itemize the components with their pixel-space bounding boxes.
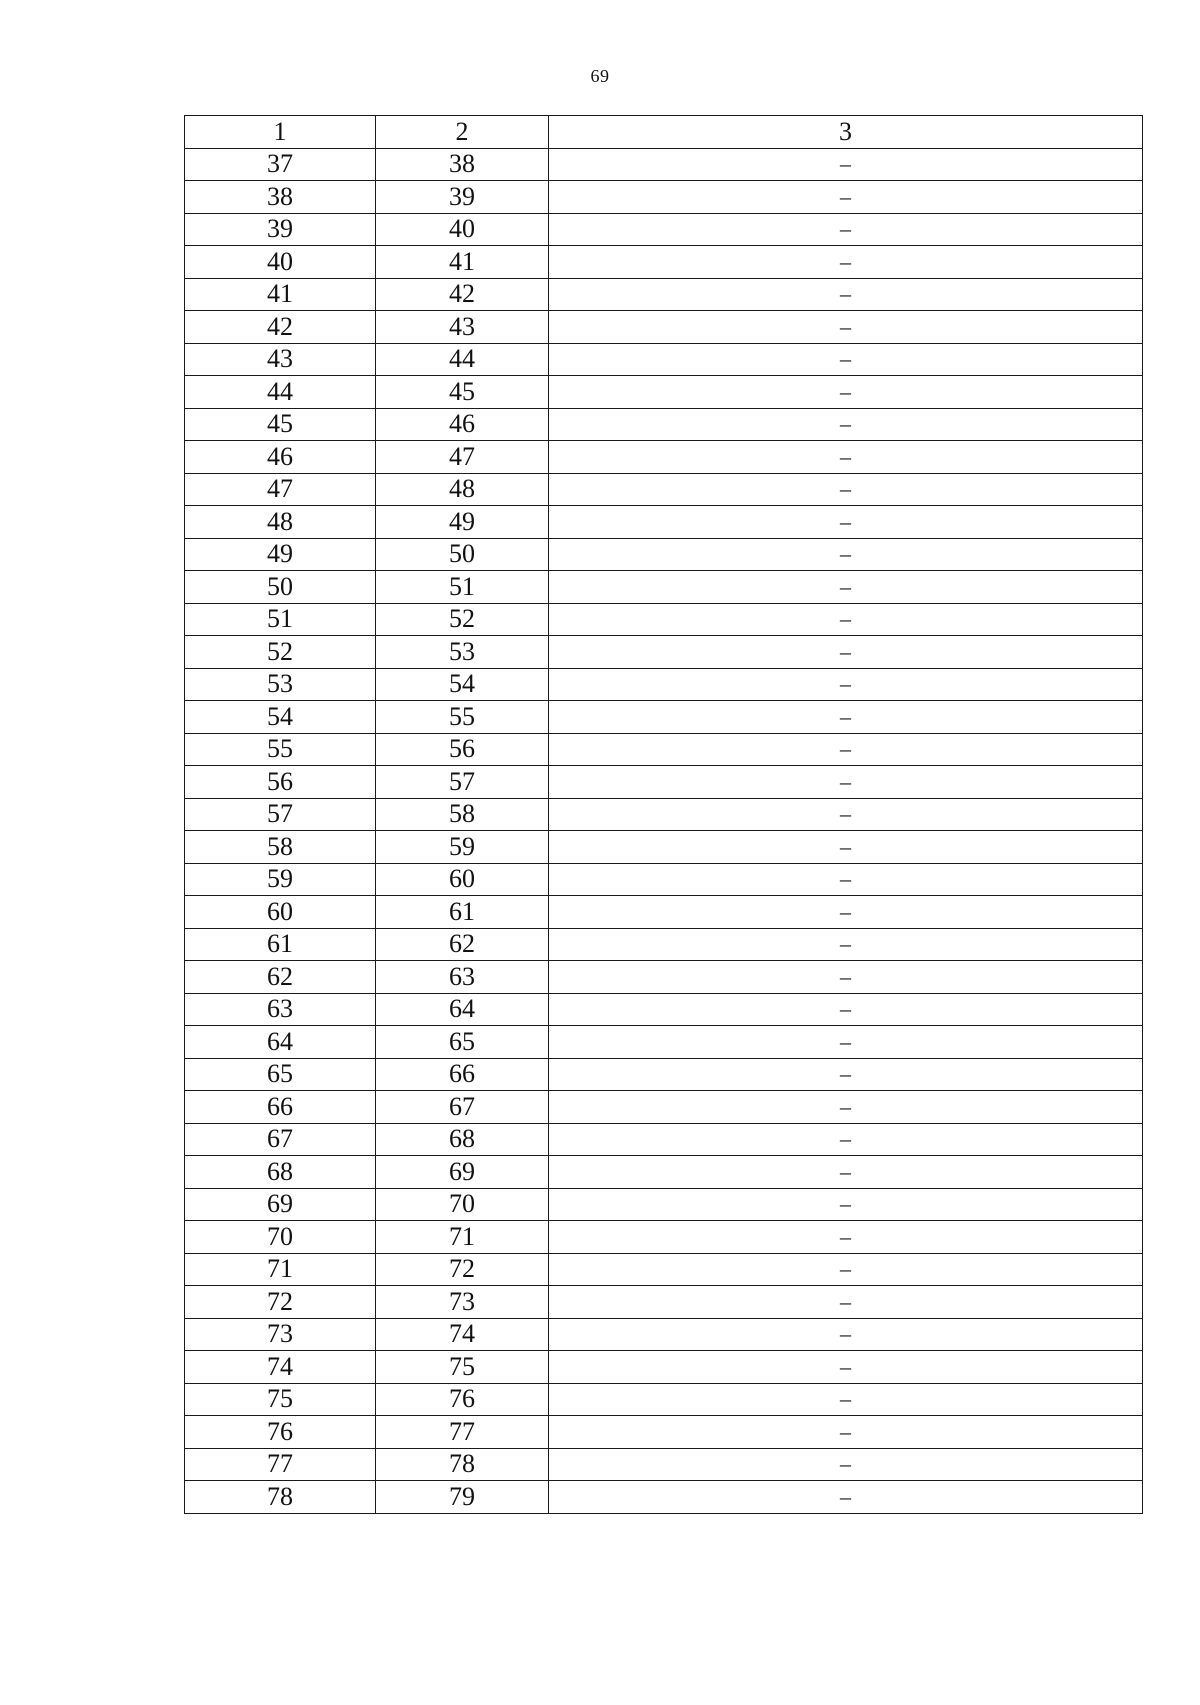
table-cell-col-3: – [549, 636, 1143, 669]
table-cell-col-1: 72 [185, 1286, 376, 1319]
table-row [185, 1481, 1143, 1514]
table-cell-col-1: 77 [185, 1448, 376, 1481]
table-cell-col-1: 78 [185, 1481, 376, 1514]
table-cell-col-3: – [549, 1383, 1143, 1416]
table-cell-col-3: – [549, 571, 1143, 604]
table-cell-col-3: – [549, 1156, 1143, 1189]
table-cell-col-3: – [549, 473, 1143, 506]
table-cell-col-2: 58 [376, 798, 549, 831]
table-cell-col-1: 66 [185, 1091, 376, 1124]
table-row [185, 506, 1143, 539]
table-row [185, 148, 1143, 181]
table-cell-col-3: – [549, 1091, 1143, 1124]
table-cell-col-3: – [549, 928, 1143, 961]
table-cell-col-3: – [549, 506, 1143, 539]
table-row [185, 1318, 1143, 1351]
table-cell-col-3: – [549, 668, 1143, 701]
table-cell-col-1: 49 [185, 538, 376, 571]
table-cell-col-1: 67 [185, 1123, 376, 1156]
table-cell-col-2: 77 [376, 1416, 549, 1449]
table-row [185, 668, 1143, 701]
table-cell-col-3: – [549, 1058, 1143, 1091]
table-cell-col-1: 44 [185, 376, 376, 409]
table-row [185, 766, 1143, 799]
table-cell-col-1: 53 [185, 668, 376, 701]
table-cell-col-2: 74 [376, 1318, 549, 1351]
table-cell-col-2: 54 [376, 668, 549, 701]
table-cell-col-1: 50 [185, 571, 376, 604]
table-row [185, 213, 1143, 246]
table-cell-col-1: 54 [185, 701, 376, 734]
table-cell-col-2: 68 [376, 1123, 549, 1156]
table-row [185, 246, 1143, 279]
table-cell-col-3: – [549, 213, 1143, 246]
table-row [185, 928, 1143, 961]
table-row [185, 798, 1143, 831]
table-row [185, 1091, 1143, 1124]
table-cell-col-2: 40 [376, 213, 549, 246]
table-cell-col-2: 41 [376, 246, 549, 279]
table-cell-col-2: 38 [376, 148, 549, 181]
table-cell-col-3: – [549, 766, 1143, 799]
table-cell-col-2: 49 [376, 506, 549, 539]
table-cell-col-3: – [549, 1448, 1143, 1481]
table-cell-col-3: – [549, 896, 1143, 929]
table-cell-col-2: 56 [376, 733, 549, 766]
table-cell-col-3: – [549, 733, 1143, 766]
table-cell-col-2: 61 [376, 896, 549, 929]
table-cell-col-3: – [549, 961, 1143, 994]
table-cell-col-3: – [549, 863, 1143, 896]
table-cell-col-3: – [549, 441, 1143, 474]
table-cell-col-1: 39 [185, 213, 376, 246]
table-cell-col-1: 47 [185, 473, 376, 506]
table-cell-col-1: 45 [185, 408, 376, 441]
table-cell-col-1: 69 [185, 1188, 376, 1221]
table-row [185, 1026, 1143, 1059]
table-cell-col-3: – [549, 181, 1143, 214]
table-row [185, 1123, 1143, 1156]
table-row [185, 571, 1143, 604]
table-row [185, 1416, 1143, 1449]
table-cell-col-2: 55 [376, 701, 549, 734]
table-cell-col-2: 73 [376, 1286, 549, 1319]
table-row [185, 1156, 1143, 1189]
table-row [185, 896, 1143, 929]
table-cell-col-1: 55 [185, 733, 376, 766]
table-cell-col-2: 46 [376, 408, 549, 441]
table-cell-col-2: 67 [376, 1091, 549, 1124]
table-cell-col-3: – [549, 1026, 1143, 1059]
table-cell-col-2: 63 [376, 961, 549, 994]
table-cell-col-2: 65 [376, 1026, 549, 1059]
table-cell-col-3: – [549, 1123, 1143, 1156]
table-cell-col-1: 58 [185, 831, 376, 864]
table-cell-col-3: – [549, 311, 1143, 344]
table-row [185, 1188, 1143, 1221]
table-cell-col-3: – [549, 798, 1143, 831]
table-row [185, 311, 1143, 344]
table-row [185, 863, 1143, 896]
table-row [185, 1221, 1143, 1254]
table-cell-col-2: 39 [376, 181, 549, 214]
table-row [185, 343, 1143, 376]
table-cell-col-3: – [549, 408, 1143, 441]
table-cell-col-1: 68 [185, 1156, 376, 1189]
table-cell-col-3: – [549, 246, 1143, 279]
table-cell-col-2: 62 [376, 928, 549, 961]
table-row [185, 993, 1143, 1026]
table-cell-col-2: 66 [376, 1058, 549, 1091]
table-cell-col-2: 79 [376, 1481, 549, 1514]
table-cell-col-2: 71 [376, 1221, 549, 1254]
table-cell-col-3: – [549, 1253, 1143, 1286]
table-row [185, 538, 1143, 571]
table-cell-col-1: 75 [185, 1383, 376, 1416]
table-cell-col-3: – [549, 278, 1143, 311]
table-cell-col-2: 75 [376, 1351, 549, 1384]
table-cell-col-1: 61 [185, 928, 376, 961]
table-cell-col-2: 70 [376, 1188, 549, 1221]
table-cell-col-2: 60 [376, 863, 549, 896]
table-cell-col-3: – [549, 1351, 1143, 1384]
table-cell-col-1: 57 [185, 798, 376, 831]
table-row [185, 1058, 1143, 1091]
table-row [185, 701, 1143, 734]
table-cell-col-3: – [549, 1416, 1143, 1449]
table-cell-col-2: 78 [376, 1448, 549, 1481]
table-row [185, 1253, 1143, 1286]
table-cell-col-1: 65 [185, 1058, 376, 1091]
table-row [185, 603, 1143, 636]
table-cell-col-2: 43 [376, 311, 549, 344]
table-cell-col-3: – [549, 1221, 1143, 1254]
column-header-2: 2 [376, 116, 549, 149]
table-cell-col-2: 64 [376, 993, 549, 1026]
table-cell-col-1: 60 [185, 896, 376, 929]
table-cell-col-1: 59 [185, 863, 376, 896]
table-row [185, 1286, 1143, 1319]
table-cell-col-2: 72 [376, 1253, 549, 1286]
table-cell-col-3: – [549, 1286, 1143, 1319]
table-row [185, 441, 1143, 474]
table-cell-col-2: 42 [376, 278, 549, 311]
table-cell-col-1: 48 [185, 506, 376, 539]
table-cell-col-2: 50 [376, 538, 549, 571]
table-cell-col-3: – [549, 148, 1143, 181]
table-cell-col-1: 76 [185, 1416, 376, 1449]
table-row [185, 473, 1143, 506]
table-row [185, 831, 1143, 864]
table-cell-col-1: 38 [185, 181, 376, 214]
table-cell-col-2: 48 [376, 473, 549, 506]
table-cell-col-1: 70 [185, 1221, 376, 1254]
table-cell-col-1: 73 [185, 1318, 376, 1351]
table-cell-col-2: 51 [376, 571, 549, 604]
table-cell-col-1: 43 [185, 343, 376, 376]
table-row [185, 961, 1143, 994]
table-cell-col-3: – [549, 343, 1143, 376]
table-row [185, 181, 1143, 214]
table-row [185, 1383, 1143, 1416]
header-row [185, 116, 1143, 149]
table-row [185, 1351, 1143, 1384]
table-cell-col-1: 74 [185, 1351, 376, 1384]
table-cell-col-2: 76 [376, 1383, 549, 1416]
table-cell-col-1: 41 [185, 278, 376, 311]
table-cell-col-1: 71 [185, 1253, 376, 1286]
table-header [185, 116, 1143, 149]
table-cell-col-2: 59 [376, 831, 549, 864]
table-cell-col-1: 64 [185, 1026, 376, 1059]
table-body [185, 148, 1143, 1513]
table-row [185, 733, 1143, 766]
table-cell-col-3: – [549, 1188, 1143, 1221]
table-cell-col-3: – [549, 376, 1143, 409]
table-cell-col-2: 52 [376, 603, 549, 636]
table-cell-col-3: – [549, 538, 1143, 571]
table-cell-col-3: – [549, 1318, 1143, 1351]
table-cell-col-1: 51 [185, 603, 376, 636]
column-header-3: 3 [549, 116, 1143, 149]
table-cell-col-2: 44 [376, 343, 549, 376]
table-cell-col-1: 37 [185, 148, 376, 181]
page-number: 69 [590, 66, 610, 86]
table-cell-col-2: 57 [376, 766, 549, 799]
table-row [185, 636, 1143, 669]
table-cell-col-1: 62 [185, 961, 376, 994]
table-cell-col-1: 46 [185, 441, 376, 474]
table-cell-col-1: 42 [185, 311, 376, 344]
table-row [185, 376, 1143, 409]
table-cell-col-1: 52 [185, 636, 376, 669]
table-cell-col-3: – [549, 1481, 1143, 1514]
table-cell-col-1: 40 [185, 246, 376, 279]
table-row [185, 408, 1143, 441]
table-cell-col-1: 63 [185, 993, 376, 1026]
table-cell-col-3: – [549, 603, 1143, 636]
table-row [185, 1448, 1143, 1481]
table-cell-col-2: 47 [376, 441, 549, 474]
table-row [185, 278, 1143, 311]
table-cell-col-3: – [549, 831, 1143, 864]
table-cell-col-1: 56 [185, 766, 376, 799]
table-cell-col-2: 69 [376, 1156, 549, 1189]
table-cell-col-2: 45 [376, 376, 549, 409]
table-cell-col-3: – [549, 993, 1143, 1026]
table-cell-col-2: 53 [376, 636, 549, 669]
column-header-1: 1 [185, 116, 376, 149]
data-table [184, 115, 1143, 1514]
table-cell-col-3: – [549, 701, 1143, 734]
